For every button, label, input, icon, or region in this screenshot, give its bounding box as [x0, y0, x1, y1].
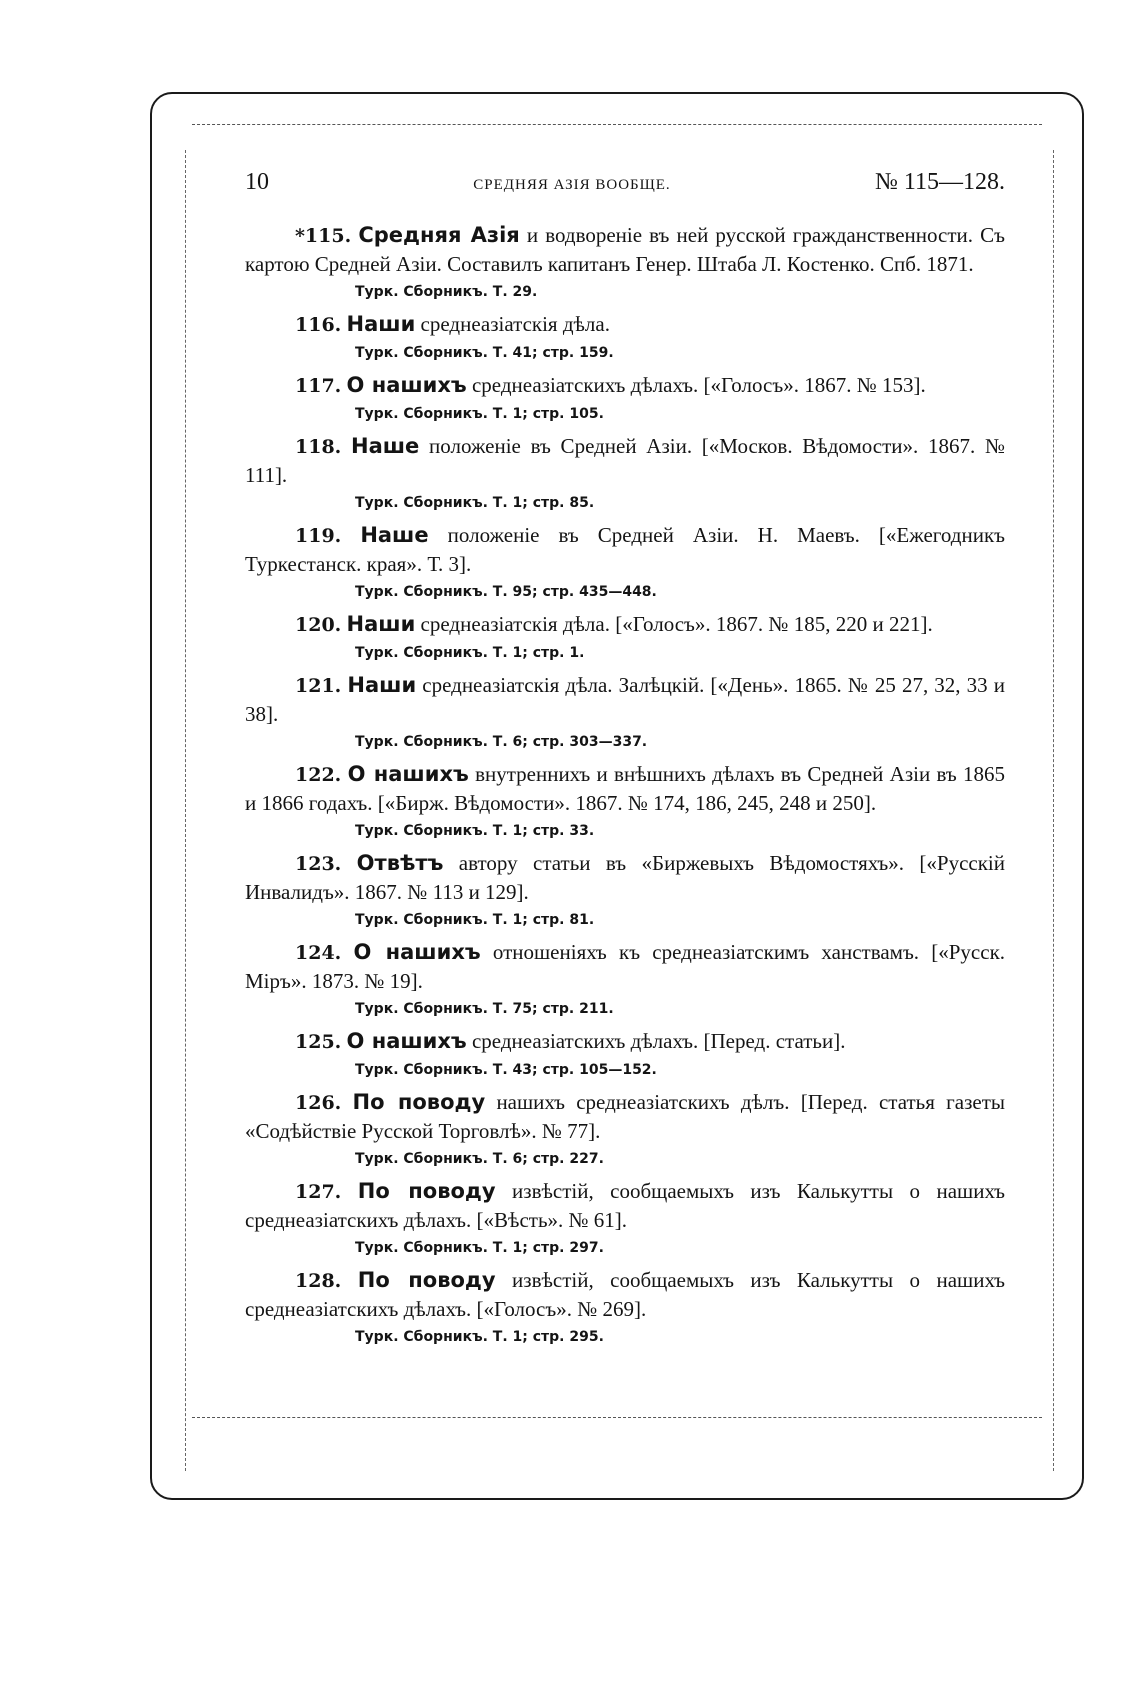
entry-source: Турк. Сборникъ. Т. 1; стр. 85. [355, 495, 595, 511]
entry-number: 123. [295, 853, 342, 875]
running-title: СРЕДНЯЯ АЗІЯ ВООБЩЕ. [473, 177, 671, 193]
entry-number: 119. [295, 525, 342, 547]
entry-source: Турк. Сборникъ. Т. 1; стр. 81. [355, 912, 595, 928]
entry-text: среднеазіатскихъ дѣлахъ. [Перед. статьи]. [471, 1029, 846, 1053]
entry-text: среднеазіатскія дѣла. [420, 312, 610, 336]
entry-text: среднеазіатскія дѣла. Залѣцкій. [«День». 1865. № 25 27, 32, 33 и 38]. [245, 673, 1006, 726]
entry-number: 116. [295, 314, 342, 336]
entry-number: 127. [295, 1181, 342, 1203]
entry-text: отношеніяхъ къ среднеазіатскимъ ханствамъ. [«Русск. Міръ». 1873. № 19]. [245, 940, 1006, 993]
entry-text: автору статьи въ «Биржевыхъ Вѣдомостяхъ». [«Русскій Инвалидъ». 1867. № 113 и 129]. [245, 851, 1006, 904]
entry-source: Турк. Сборникъ. Т. 1; стр. 1. [355, 645, 585, 661]
entry-text: среднеазіатскія дѣла. [«Голосъ». 1867. № 185, 220 и 221]. [420, 612, 933, 636]
entry-source: Турк. Сборникъ. Т. 95; стр. 435—448. [355, 584, 657, 600]
entry-number: 122. [295, 764, 342, 786]
right-dashed-rule [1053, 150, 1054, 1471]
entry-source: Турк. Сборникъ. Т. 1; стр. 105. [355, 406, 604, 422]
entry-text: и водвореніе въ ней русской гражданственности. Съ картою Средней Азіи. Составилъ капитанъ Генер. Штаба Л. Костенко. Спб. 1871. [245, 223, 1006, 276]
entry-number: 118. [295, 436, 342, 458]
left-dashed-rule [185, 150, 186, 1471]
bibliography-entry [245, 760, 1005, 841]
entry-title: Наше [351, 434, 420, 458]
page-header [245, 168, 1005, 199]
entry-number: 125. [295, 1031, 342, 1053]
entry-list [245, 221, 1005, 1347]
entry-range: № 115—128. [874, 169, 1005, 195]
entry-title: Средняя Азія [358, 223, 520, 247]
entry-source: Турк. Сборникъ. Т. 75; стр. 211. [355, 1001, 614, 1017]
bibliography-entry [245, 221, 1005, 302]
entry-title: Наши [346, 312, 416, 336]
entry-number: 128. [295, 1270, 342, 1292]
entry-source: Турк. Сборникъ. Т. 41; стр. 159. [355, 345, 614, 361]
bibliography-entry [245, 610, 1005, 663]
bibliography-entry [245, 849, 1005, 930]
entry-title: О нашихъ [353, 940, 481, 964]
bibliography-entry [245, 310, 1005, 363]
page-number: 10 [245, 169, 269, 195]
bibliography-entry [245, 371, 1005, 424]
entry-title: Наши [347, 673, 417, 697]
entry-title: По поводу [357, 1179, 496, 1203]
bibliography-entry [245, 1177, 1005, 1258]
entry-text: внутреннихъ и внѣшнихъ дѣлахъ въ Средней Азіи въ 1865 и 1866 годахъ. [«Бирж. Вѣдомости». 1867. № 174, 186, 245, 248 и 250]. [245, 762, 1005, 815]
entry-source: Турк. Сборникъ. Т. 1; стр. 297. [355, 1240, 604, 1256]
entry-number: 121. [295, 675, 342, 697]
entry-title: О нашихъ [346, 373, 467, 397]
entry-title: О нашихъ [347, 762, 469, 786]
bibliography-entry [245, 1088, 1005, 1169]
entry-text: извѣстій, сообщаемыхъ изъ Калькутты о нашихъ среднеазіатскихъ дѣлахъ. [«Вѣсть». № 61]. [245, 1179, 1006, 1232]
bibliography-entry [245, 432, 1005, 513]
bibliography-entry [245, 938, 1005, 1019]
bibliography-entry [245, 1266, 1005, 1347]
entry-number: *115. [295, 225, 352, 247]
entry-title: Наши [346, 612, 416, 636]
entry-number: 124. [295, 942, 342, 964]
entry-source: Турк. Сборникъ. Т. 1; стр. 33. [355, 823, 595, 839]
entry-number: 120. [295, 614, 342, 636]
entry-title: По поводу [352, 1090, 486, 1114]
entry-text: положеніе въ Средней Азіи. [«Москов. Вѣдомости». 1867. № 111]. [245, 434, 1006, 487]
entry-text: положеніе въ Средней Азіи. Н. Маевъ. [«Ежегодникъ Туркестанск. края». Т. 3]. [245, 523, 1006, 576]
entry-number: 117. [295, 375, 342, 397]
bibliography-entry [245, 521, 1005, 602]
entry-number: 126. [295, 1092, 342, 1114]
entry-text: среднеазіатскихъ дѣлахъ. [«Голосъ». 1867. № 153]. [471, 373, 926, 397]
bibliography-entry [245, 1027, 1005, 1080]
entry-title: Наше [360, 523, 429, 547]
entry-title: О нашихъ [346, 1029, 467, 1053]
entry-title: Отвѣтъ [356, 851, 444, 875]
entry-source: Турк. Сборникъ. Т. 1; стр. 295. [355, 1329, 604, 1345]
entry-text: извѣстій, сообщаемыхъ изъ Калькутты о нашихъ среднеазіатскихъ дѣлахъ. [«Голосъ». № 269]. [245, 1268, 1006, 1321]
entry-source: Турк. Сборникъ. Т. 6; стр. 227. [355, 1151, 604, 1167]
bibliography-entry [245, 671, 1005, 752]
document-page [245, 168, 1005, 1355]
entry-source: Турк. Сборникъ. Т. 6; стр. 303—337. [355, 734, 648, 750]
entry-text: нашихъ среднеазіатскихъ дѣлъ. [Перед. статья газеты «Содѣйствіе Русской Торговлѣ». № 77]. [245, 1090, 1006, 1143]
entry-source: Турк. Сборникъ. Т. 43; стр. 105—152. [355, 1062, 657, 1078]
entry-source: Турк. Сборникъ. Т. 29. [355, 284, 538, 300]
entry-title: По поводу [357, 1268, 496, 1292]
